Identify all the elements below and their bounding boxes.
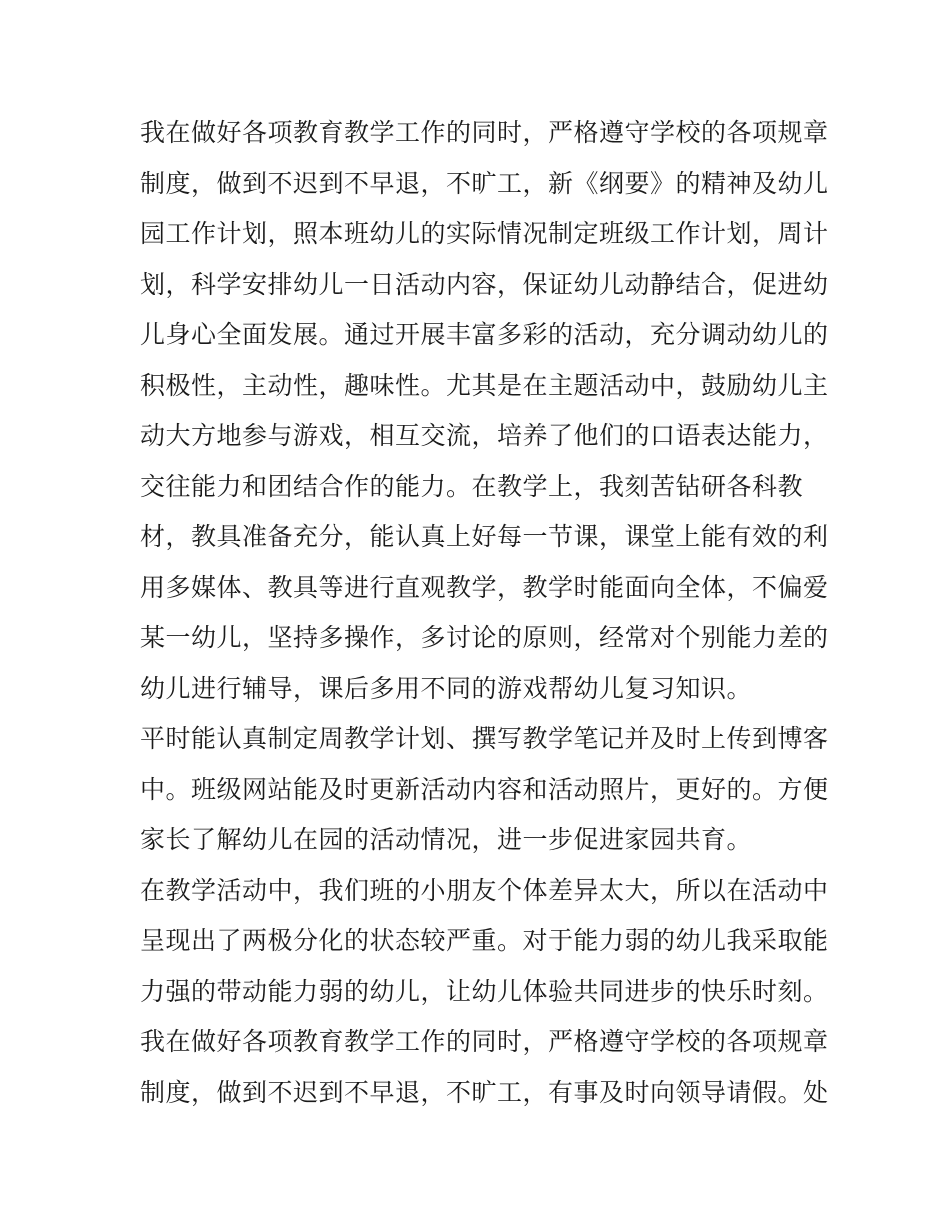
text-line: 制度，做到不迟到不早退，不旷工，新《纲要》的精神及幼儿 (140, 168, 829, 198)
text-line: 积极性，主动性，趣味性。尤其是在主题活动中，鼓励幼儿主 (140, 370, 829, 400)
text-line: 我在做好各项教育教学工作的同时，严格遵守学校的各项规章 (140, 118, 829, 147)
text-line: 材，教具准备充分，能认真上好每一节课，课堂上能有效的利 (140, 522, 829, 551)
text-line: 动大方地参与游戏，相互交流，培养了他们的口语表达能力， (140, 421, 829, 450)
text-line: 在教学活动中，我们班的小朋友个体差异太大，所以在活动中 (140, 875, 829, 905)
text-line: 我在做好各项教育教学工作的同时，严格遵守学校的各项规章 (140, 1027, 829, 1056)
text-line: 儿身心全面发展。通过开展丰富多彩的活动，充分调动幼儿的 (140, 320, 829, 349)
text-line: 力强的带动能力弱的幼儿，让幼儿体验共同进步的快乐时刻。 (140, 976, 829, 1006)
text-line: 幼儿进行辅导，课后多用不同的游戏帮幼儿复习知识。 (140, 673, 753, 703)
text-line: 中。班级网站能及时更新活动内容和活动照片，更好的。方便 (140, 774, 829, 804)
text-line: 划，科学安排幼儿一日活动内容，保证幼儿动静结合，促进幼 (140, 269, 829, 299)
body-text (140, 108, 829, 1118)
text-line: 用多媒体、教具等进行直观教学，教学时能面向全体，不偏爱 (140, 572, 829, 602)
text-line: 某一幼儿，坚持多操作，多讨论的原则，经常对个别能力差的 (140, 623, 829, 652)
text-line: 呈现出了两极分化的状态较严重。对于能力弱的幼儿我采取能 (140, 926, 829, 955)
text-line: 制度，做到不迟到不早退，不旷工，有事及时向领导请假。处 (140, 1077, 829, 1107)
text-line: 园工作计划，照本班幼儿的实际情况制定班级工作计划，周计 (140, 219, 829, 248)
text-line: 交往能力和团结合作的能力。在教学上，我刻苦钻研各科教 (140, 471, 804, 501)
text-line: 家长了解幼儿在园的活动情况，进一步促进家园共育。 (140, 825, 753, 854)
text-line: 平时能认真制定周教学计划、撰写教学笔记并及时上传到博客 (140, 724, 829, 753)
